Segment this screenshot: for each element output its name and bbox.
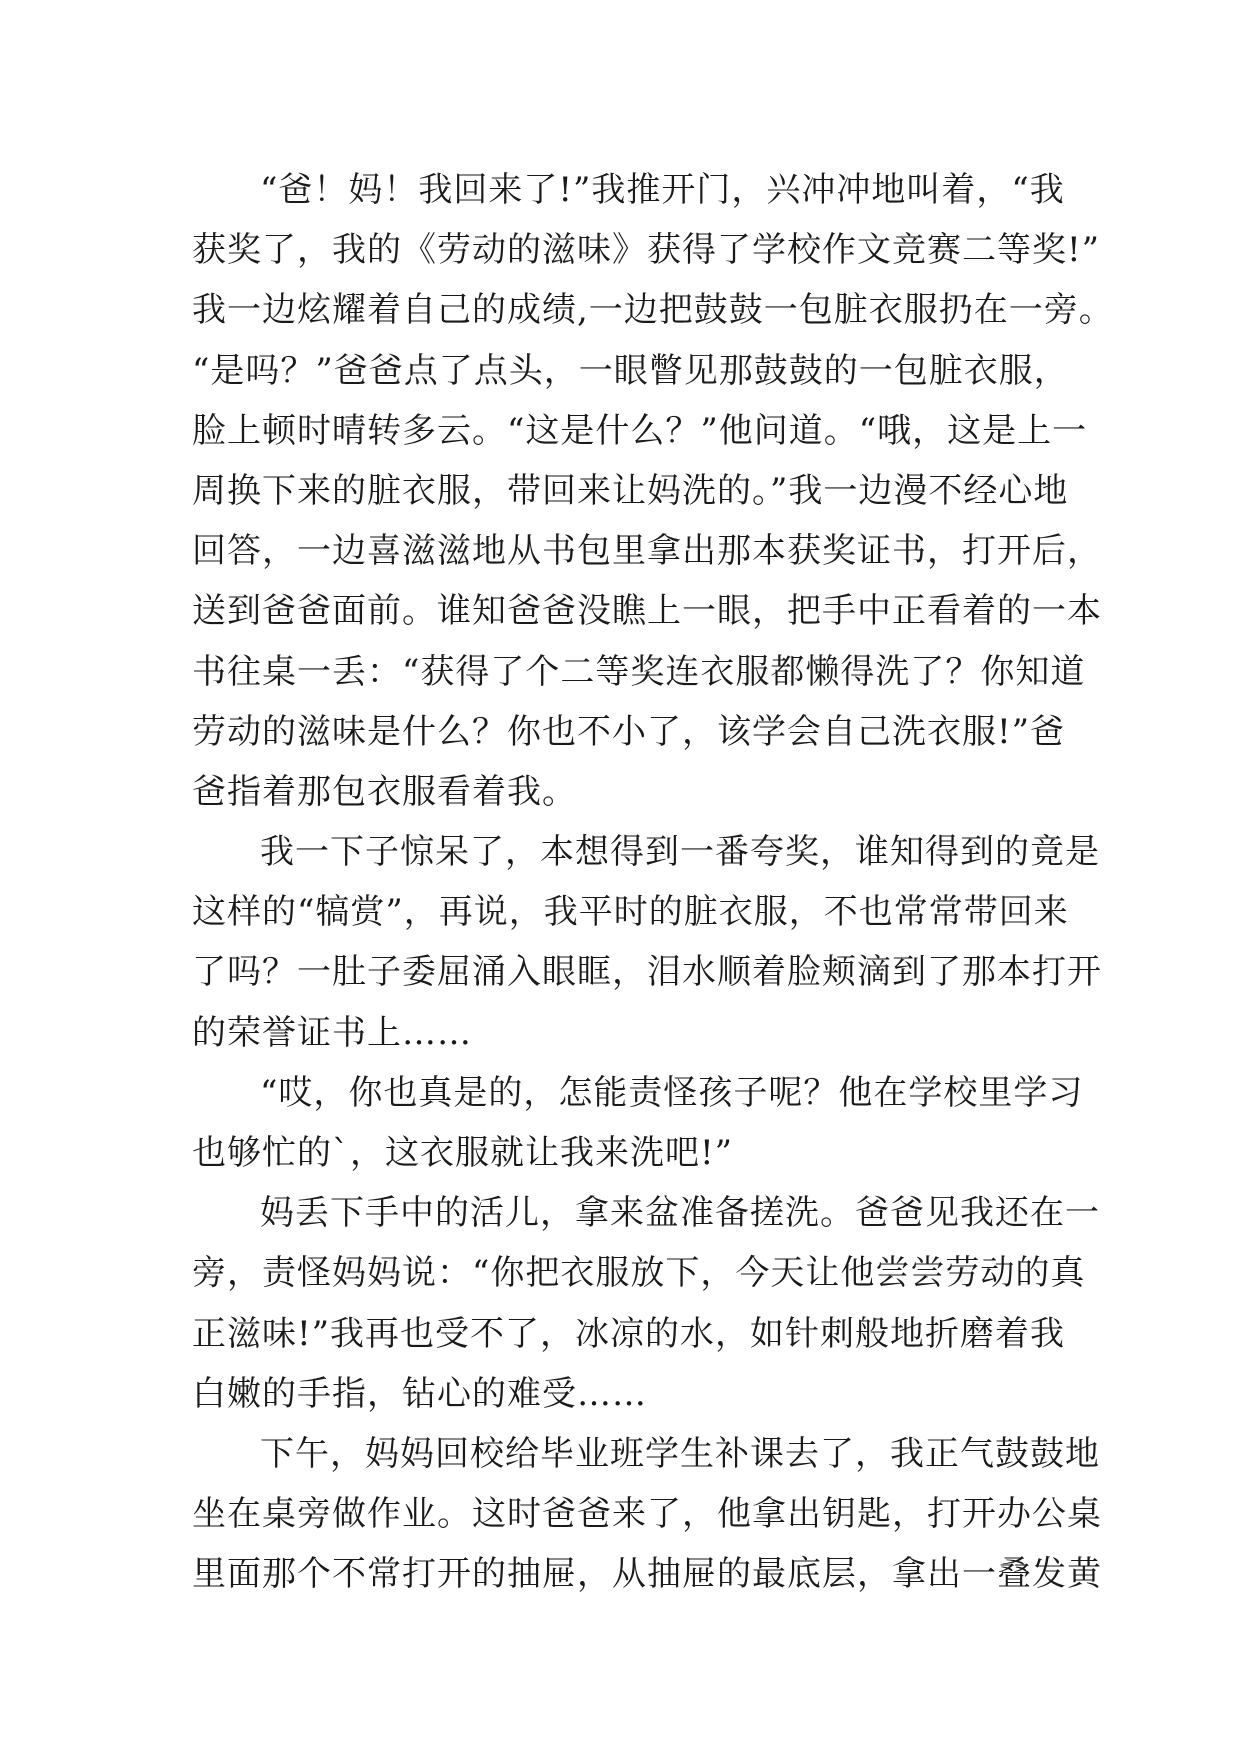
text-line: 书往桌一丢：“获得了个二等奖连衣服都懒得洗了？你知道 [192,651,1086,692]
text-line: 坐在桌旁做作业。这时爸爸来了，他拿出钥匙，打开办公桌 [192,1494,1102,1535]
text-line: 里面那个不常打开的抽屉，从抽屉的最底层，拿出一叠发黄 [192,1554,1102,1595]
text-line: 的荣誉证书上…… [192,1012,472,1053]
text-line: 也够忙的`，这衣服就让我来洗吧!” [192,1133,734,1173]
text-line: 送到爸爸面前。谁知爸爸没瞧上一眼，把手中正看着的一本 [192,591,1102,632]
text-line: 脸上顿时晴转多云。“这是什么？”他问道。“哦，这是上一 [192,410,1088,451]
text-line: 了吗？一肚子委屈涌入眼眶，泪水顺着脸颊滴到了那本打开 [192,952,1102,993]
text-line: 回答，一边喜滋滋地从书包里拿出那本获奖证书，打开后， [192,531,1102,572]
text-line: 我一边炫耀着自己的成绩,一边把鼓鼓一包脏衣服扔在一旁。 [192,290,1114,331]
text-line: “哎，你也真是的，怎能责怪孩子呢？他在学校里学习 [260,1072,1084,1113]
text-line: 我一下子惊呆了，本想得到一番夸奖，谁知得到的竟是 [260,832,1100,873]
text-line: 妈丢下手中的活儿，拿来盆准备搓洗。爸爸见我还在一 [260,1193,1100,1234]
text-line: “是吗？”爸爸点了点头，一眼瞥见那鼓鼓的一包脏衣服， [192,350,1069,391]
text-line: 获奖了，我的《劳动的滋味》获得了学校作文竞赛二等奖!” [192,230,1101,271]
text-line: 白嫩的手指，钻心的难受…… [192,1373,647,1414]
text-line: 旁，责怪妈妈说：“你把衣服放下，今天让他尝尝劳动的真 [192,1253,1086,1294]
text-line: 周换下来的脏衣服，带回来让妈洗的。”我一边漫不经心地 [192,470,1069,511]
text-line: 正滋味!”我再也受不了，冰凉的水，如针刺般地折磨着我 [192,1313,1066,1354]
text-line: “爸！妈！我回来了!”我推开门，兴冲冲地叫着，“我 [260,170,1065,210]
text-line: 这样的“犒赏”，再说，我平时的脏衣服，不也常常带回来 [192,892,1069,933]
text-line: 劳动的滋味是什么？你也不小了，该学会自己洗衣服!”爸 [192,711,1066,752]
text-line: 下午，妈妈回校给毕业班学生补课去了，我正气鼓鼓地 [260,1433,1100,1474]
body-text [192,160,1114,1605]
text-line: 爸指着那包衣服看着我。 [192,771,577,812]
